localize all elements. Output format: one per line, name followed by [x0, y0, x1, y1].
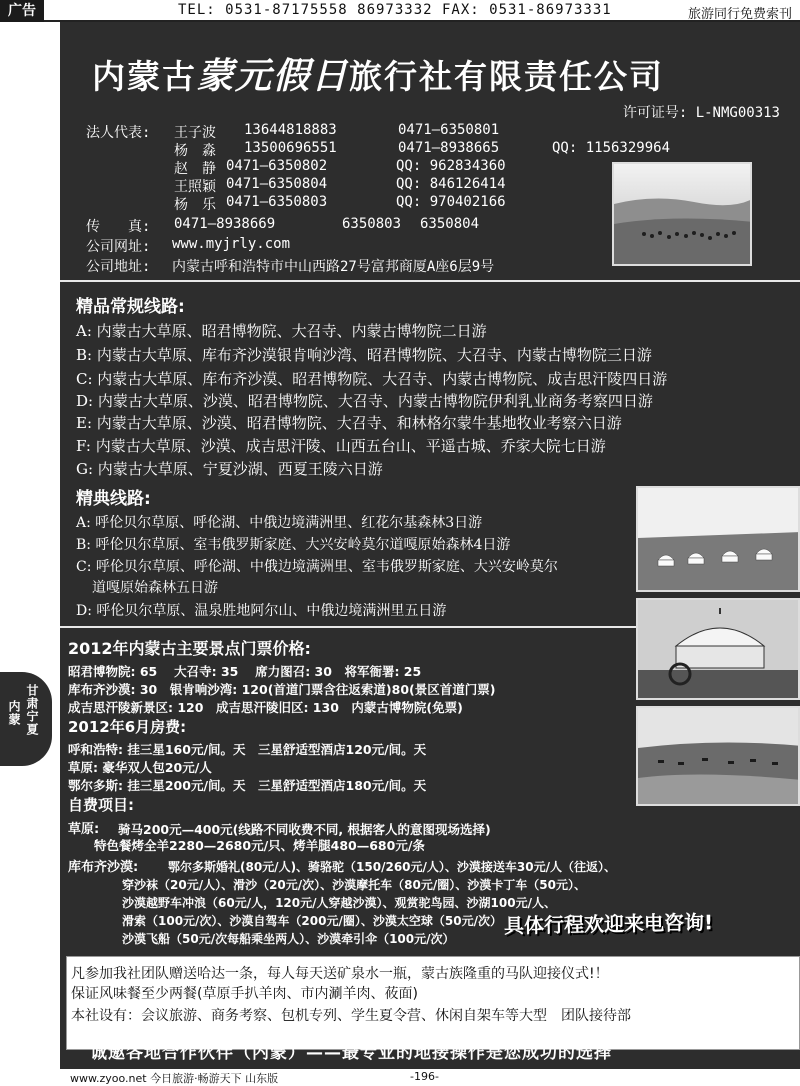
legal-rep-label: 法人代表: [86, 125, 151, 141]
classic-route-item: D: 呼伦贝尔草原、温泉胜地阿尔山、中俄边境满洲里五日游 [76, 603, 447, 619]
desert-line: 沙漠越野车冲浪（60元/人，120元/人穿越沙漠）、观赏驼鸟园、沙湖100元/人、 [122, 896, 556, 910]
prices-heading: 2012年内蒙古主要景点门票价格: [68, 639, 311, 658]
contact-phone: 0471—6350802 [226, 158, 328, 174]
yurt-camp-photo [636, 486, 800, 592]
notice-line: 本社设有：会议旅游、商务考察、包机专列、学生夏令营、休闲自架车等大型 团队接待部 [71, 1008, 631, 1024]
notice-box [66, 956, 800, 1050]
grassland-label: 草原: [68, 822, 100, 837]
route-item: D: 内蒙古大草原、沙漠、昭君博物院、大召寺、内蒙古博物院伊利乳业商务考察四日游 [76, 392, 653, 410]
contact-name: 赵 静 [174, 161, 216, 177]
address-text: 内蒙古呼和浩特市中山西路27号富邦商厦A座6层9号 [172, 259, 495, 275]
contact-phone: 0471—6350804 [226, 176, 328, 192]
classic-route-item: A: 呼伦贝尔草原、呼伦湖、中俄边境满洲里、红花尔基森林3日游 [76, 515, 483, 531]
classic-route-item: C: 呼伦贝尔草原、呼伦湖、中俄边境满洲里、室韦俄罗斯家庭、大兴安岭莫尔 [76, 559, 558, 575]
grassland-line: 特色餐烤全羊2280—2680元/只、烤羊腿480—680元/条 [94, 838, 425, 853]
notice-line: 凡参加我社团队赠送哈达一条，每人每天送矿泉水一瓶，蒙古族隆重的马队迎接仪式!！ [71, 966, 609, 982]
route-item: A: 内蒙古大草原、昭君博物院、大召寺、内蒙古博物院二日游 [76, 322, 487, 340]
fax-number: 6350804 [420, 216, 480, 232]
agency-contact-line: TEL: 0531-87175558 86973332 FAX: 0531-86973331 [178, 2, 612, 18]
fax-number: 6350803 [342, 216, 402, 232]
contact-name: 王子波 [174, 125, 216, 141]
contact-qq: QQ: 846126414 [396, 176, 506, 192]
contact-name: 王照颖 [174, 179, 216, 195]
classic-route-item: B: 呼伦贝尔草原、室韦俄罗斯家庭、大兴安岭莫尔道嘎原始森林4日游 [76, 537, 511, 553]
top-bar [0, 0, 800, 22]
section-divider [60, 626, 640, 628]
grassland-photo-image [614, 164, 752, 266]
ad-tag: 广告 [0, 0, 44, 22]
company-brand-name: 蒙元假日 [197, 55, 350, 97]
hotel-line: 草原: 豪华双人包20元/人 [68, 760, 212, 775]
page-number: -196- [410, 1070, 439, 1083]
desert-label: 库布齐沙漠: [68, 860, 139, 875]
desert-line: 穿沙袜（20元/人）、滑沙（20元/次）、沙漠摩托车（80元/圈）、沙漠卡丁车（50元）、 [122, 878, 586, 892]
footer-site: www.zyoo.net 今日旅游·畅游天下 山东版 [70, 1072, 279, 1085]
fax-number: 0471—8938669 [174, 216, 276, 232]
contact-phone: 13500696551 [244, 140, 337, 156]
desert-line: 鄂尔多斯婚礼(80元/人)、骑骆驼（150/260元/人）、沙漠接送车30元/人（往返）、 [168, 860, 616, 874]
contact-name: 杨 乐 [174, 197, 216, 213]
route-item: C: 内蒙古大草原、库布齐沙漠、昭君博物院、大召寺、内蒙古博物院、成吉思汗陵四日游 [76, 370, 668, 388]
website-link[interactable]: www.myjrly.com [172, 236, 291, 252]
desert-line: 滑索（100元/次）、沙漠自驾车（200元/圈）、沙漠太空球（50元/次） [122, 914, 502, 928]
contact-qq: QQ: 962834360 [396, 158, 506, 174]
grassland-photo [612, 162, 752, 266]
company-name-prefix: 内蒙古 [92, 57, 197, 96]
route-item: F: 内蒙古大草原、沙漠、成吉思汗陵、山西五台山、平遥古城、乔家大院七日游 [76, 437, 606, 455]
regular-routes-heading: 精品常规线路: [76, 297, 185, 317]
hotel-line: 呼和浩特: 挂三星160元/间。天 三星舒适型酒店120元/间。天 [68, 742, 427, 757]
contact-qq: QQ: 1156329964 [552, 140, 671, 156]
hotel-heading: 2012年6月房费: [68, 718, 187, 736]
classic-route-item: 道嘎原始森林五日游 [92, 580, 218, 596]
company-name-suffix: 旅行社有限责任公司 [349, 57, 665, 96]
contact-phone: 13644818883 [244, 122, 337, 138]
journal-name: 旅游同行免费索刊 [687, 7, 792, 22]
horses-photo [636, 706, 800, 806]
slogan: 诚邀各地合作伙伴（内蒙）——最专业的地接操作是您成功的选择 [90, 1043, 612, 1063]
region-label-gansu-ningxia: 甘肃宁夏 [25, 684, 39, 736]
contact-phone: 0471—6350803 [226, 194, 328, 210]
price-line: 成吉思汗陵新景区: 120 成吉思汗陵旧区: 130 内蒙古博物院(免票) [68, 700, 463, 715]
route-item: G: 内蒙古大草原、宁夏沙湖、西夏王陵六日游 [76, 460, 383, 478]
hotel-line: 鄂尔多斯: 挂三星200元/间。天 三星舒适型酒店180元/间。天 [68, 778, 427, 793]
route-item: B: 内蒙古大草原、库布齐沙漠银肯响沙湾、昭君博物院、大召寺、内蒙古博物院三日游 [76, 346, 652, 364]
license-number: 许可证号: L-NMG00313 [622, 105, 780, 121]
company-title [92, 48, 664, 99]
desert-line: 沙漠飞船（50元/次每船乘坐两人）、沙漠牵引伞（100元/次） [122, 932, 455, 946]
contact-office: 0471—8938665 [398, 140, 500, 156]
price-line: 库布齐沙漠: 30 银肯响沙湾: 120(首道门票含往返索道)80(景区首道门票) [68, 682, 496, 697]
website-label: 公司网址: [86, 239, 151, 255]
yurt-cart-photo-image [638, 600, 800, 700]
region-label-neimeng: 内蒙 [7, 700, 21, 726]
contact-qq: QQ: 970402166 [396, 194, 506, 210]
section-divider [60, 280, 800, 282]
region-side-tab [0, 672, 52, 766]
contact-name: 杨 淼 [174, 143, 216, 159]
price-line: 昭君博物院: 65 大召寺: 35 席力图召: 30 将军衙署: 25 [68, 664, 422, 679]
notice-line: 保证风味餐至少两餐(草原手扒羊肉、市内涮羊肉、莜面) [71, 986, 418, 1002]
horses-photo-image [638, 708, 800, 806]
classic-routes-heading: 精典线路: [76, 489, 151, 509]
self-pay-heading: 自费项目: [68, 796, 134, 814]
contact-office: 0471—6350801 [398, 122, 500, 138]
address-label: 公司地址: [86, 259, 151, 275]
yurt-cart-photo [636, 598, 800, 700]
route-item: E: 内蒙古大草原、沙漠、昭君博物院、大召寺、和林格尔蒙牛基地牧业考察六日游 [76, 414, 622, 432]
page-footer [0, 1069, 800, 1086]
yurt-camp-photo-image [638, 488, 800, 592]
fax-label: 传 真: [86, 219, 151, 235]
consult-callout: 具体行程欢迎来电咨询! [503, 910, 714, 938]
grassland-line: 骑马200元—400元(线路不同收费不同, 根据客人的意图现场选择) [118, 822, 491, 837]
